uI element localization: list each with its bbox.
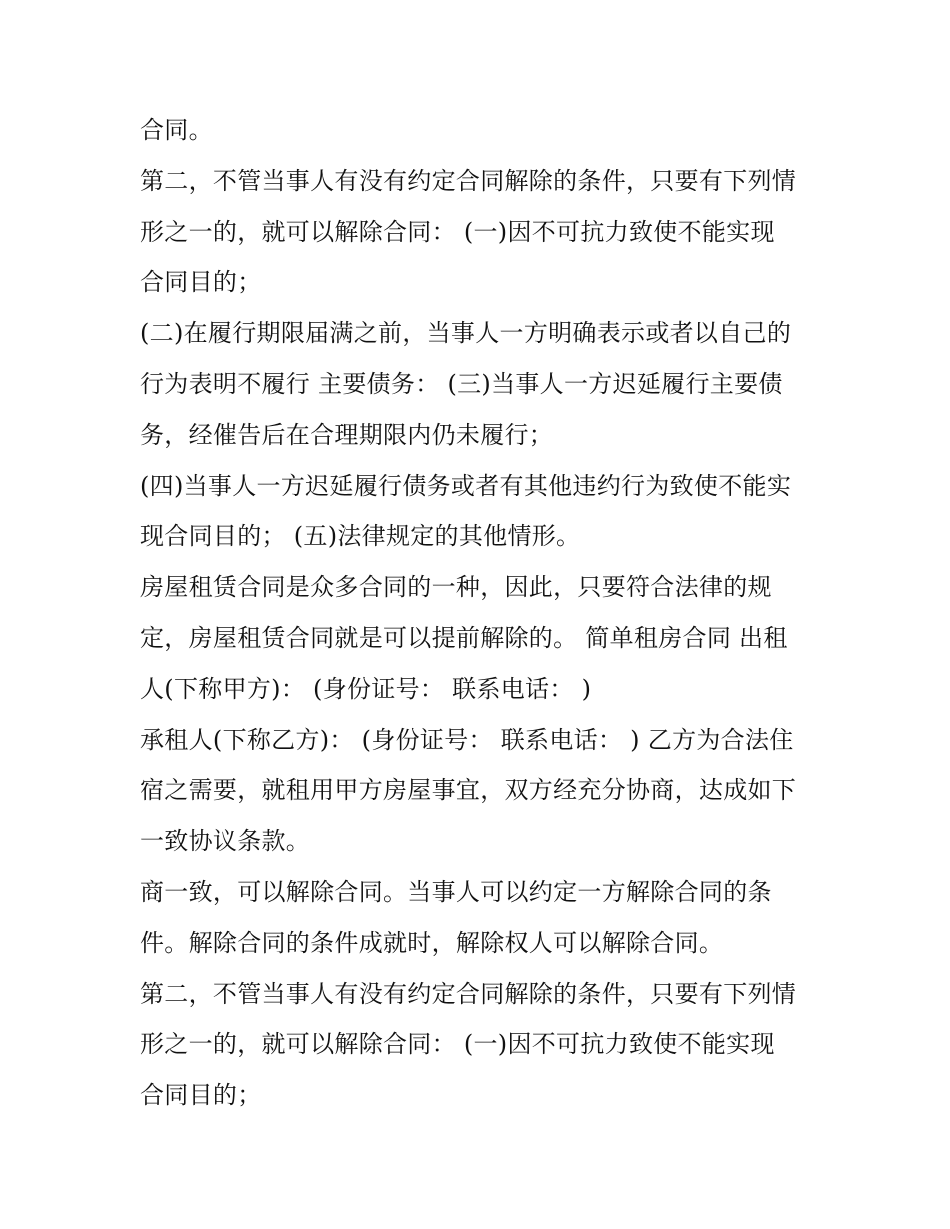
text-line: 形之一的，就可以解除合同： (一)因不可抗力致使不能实现 xyxy=(140,217,775,246)
text-line: 务，经催告后在合理期限内仍未履行； xyxy=(140,420,554,449)
text-line: 第二，不管当事人有没有约定合同解除的条件，只要有下列情 xyxy=(140,166,797,195)
text-line: 行为表明不履行 主要债务： (三)当事人一方迟延履行主要债 xyxy=(140,369,783,398)
text-line: 一致协议条款。 xyxy=(140,827,311,856)
text-line: 宿之需要，就租用甲方房屋事宜，双方经充分协商，达成如下 xyxy=(140,776,797,805)
text-line: 商一致，可以解除合同。当事人可以约定一方解除合同的条 xyxy=(140,877,772,906)
text-line: 承租人(下称乙方)： (身份证号： 联系电话： ) 乙方为合法住 xyxy=(140,725,794,754)
text-line: 件。解除合同的条件成就时，解除权人可以解除合同。 xyxy=(140,928,724,957)
text-line: (二)在履行期限届满之前，当事人一方明确表示或者以自己的 xyxy=(140,319,792,348)
text-line: 定，房屋租赁合同就是可以提前解除的。 简单租房合同 出租 xyxy=(140,623,788,652)
text-line: 合同目的； xyxy=(140,268,262,297)
text-line: 合同目的； xyxy=(140,1081,262,1110)
text-line: 形之一的，就可以解除合同： (一)因不可抗力致使不能实现 xyxy=(140,1030,775,1059)
text-line: 人(下称甲方)： (身份证号： 联系电话： ) xyxy=(140,674,592,703)
text-line: 房屋租赁合同是众多合同的一种，因此，只要符合法律的规 xyxy=(140,573,772,602)
document-body xyxy=(140,105,830,1121)
text-line: (四)当事人一方迟延履行债务或者有其他违约行为致使不能实 xyxy=(140,471,792,500)
text-line: 现合同目的； (五)法律规定的其他情形。 xyxy=(140,522,581,551)
text-line: 第二，不管当事人有没有约定合同解除的条件，只要有下列情 xyxy=(140,979,797,1008)
text-line: 合同。 xyxy=(140,116,213,144)
